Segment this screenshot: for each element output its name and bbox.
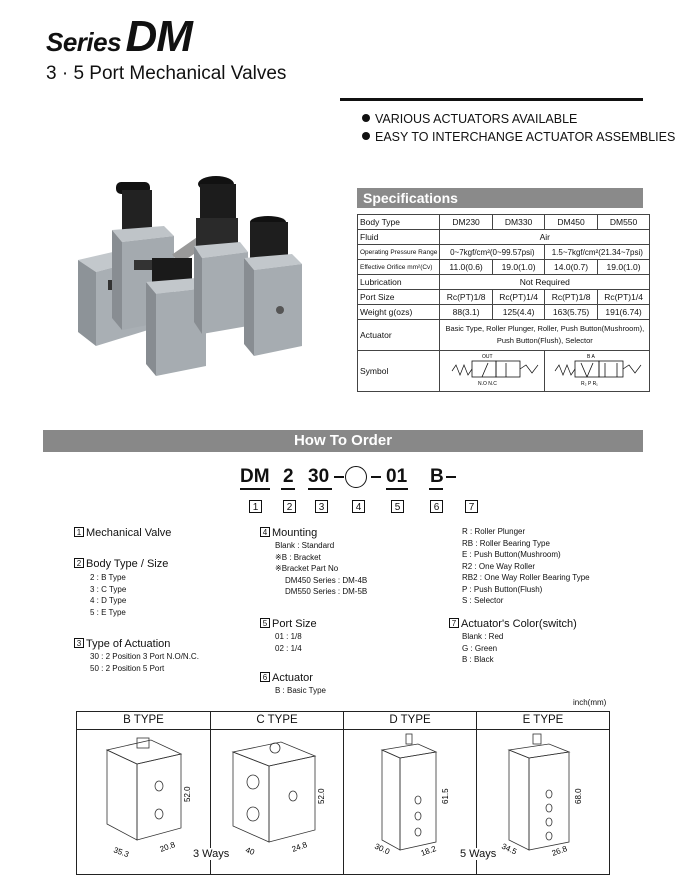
specifications-header: Specifications [357,188,643,208]
dim-b-type: B TYPE 52.0 35.3 20.8 [77,712,211,874]
port-size-list: 01 : 1/8 02 : 1/4 [275,632,302,653]
code-dash [371,476,381,478]
section-actuation: 3 Type of Actuation [74,638,170,650]
table-row: Effective Orifice mm²(Cv) 11.0(0.6) 19.0(1.0) 14.0(0.7) 19.0(1.0) [358,260,650,275]
table-row: Fluid Air [358,230,650,245]
code-part-4-circle [345,466,367,488]
section-port-size: 5 Port Size [260,618,317,630]
svg-text:B A: B A [587,354,596,360]
code-dash [334,476,344,478]
actuator-options-list: R : Roller Plunger RB : Roller Bearing Type E : Push Button(Mushroom) R2 : One Way Roller RB2 : One Way Roller Bearing Type P : Push Button(Flush) S : Selector [462,527,590,605]
svg-text:20.8: 20.8 [158,840,177,854]
svg-text:35.3: 35.3 [112,845,131,860]
page-subtitle: 3 · 5 Port Mechanical Valves [46,63,287,84]
feature-item: VARIOUS ACTUATORS AVAILABLE [362,112,577,126]
code-box-5: 5 [391,500,404,513]
table-row: Weight g(ozs) 88(3.1) 125(4.4) 163(5.75) 191(6.74) [358,305,650,320]
five-ways-label: 5 Ways [460,848,497,860]
code-underline [281,488,295,490]
svg-text:24.8: 24.8 [290,840,309,854]
series-title [46,12,192,62]
code-part-3: 30 [308,466,330,487]
code-part-1: DM [240,466,270,487]
code-box-1: 1 [249,500,262,513]
svg-text:40: 40 [244,845,256,857]
section-mechanical-valve: 1 Mechanical Valve [74,527,171,539]
valve-illustration-4 [194,176,248,334]
code-dash [446,476,456,478]
series-label: Series [46,27,122,57]
section-actuator-color: 7 Actuator's Color(switch) [449,618,577,630]
how-to-order-header: How To Order [43,430,643,452]
table-row: Port Size Rc(PT)1/8 Rc(PT)1/4 Rc(PT)1/8 Rc(PT)1/4 [358,290,650,305]
dim-e-type: E TYPE 68.0 34.5 26.8 [477,712,609,874]
valve-illustration-5 [244,216,302,356]
series-code: DM [125,12,192,61]
valve-symbol-5port [547,351,647,387]
table-row: Body Type DM230 DM330 DM450 DM550 [358,215,650,230]
table-row: Lubrication Not Required [358,275,650,290]
section-body-type: 2 Body Type / Size [74,558,168,570]
d-type-drawing [344,730,475,860]
feature-item: EASY TO INTERCHANGE ACTUATOR ASSEMBLIES [362,130,675,144]
specifications-table [357,214,650,392]
symbol-3port [440,351,545,392]
valve-symbol-3port [442,351,542,387]
code-box-7: 7 [465,500,478,513]
actuator-color-list: Blank : Red G : Green B : Black [462,632,504,664]
table-row: Operating Pressure Range 0~7kgf/cm²(0~99.57psi) 1.5~7kgf/cm²(21.34~7psi) [358,245,650,260]
svg-text:68.0: 68.0 [574,788,583,804]
actuator-basic: B : Basic Type [275,686,326,695]
actuation-list: 30 : 2 Position 3 Port N.O/N.C. 50 : 2 Position 5 Port [90,652,199,673]
code-underline [429,488,443,490]
code-box-3: 3 [315,500,328,513]
svg-text:61.5: 61.5 [441,788,450,804]
code-underline [240,488,270,490]
section-actuator: 6 Actuator [260,672,313,684]
svg-text:R₂ P R₁: R₂ P R₁ [581,381,599,387]
bullet-icon [362,132,370,140]
svg-text:52.0: 52.0 [317,788,326,804]
mounting-list: Blank : Standard ※B : Bracket ※Bracket Part No DM450 Series : DM-4B DM550 Series : DM-5B [275,541,368,596]
svg-text:30.0: 30.0 [373,841,392,857]
bullet-icon [362,114,370,122]
dimension-table [76,711,610,875]
code-underline [308,488,332,490]
code-box-4: 4 [352,500,365,513]
e-type-drawing [477,730,607,860]
dim-d-type: D TYPE 61.5 30.0 18.2 [344,712,477,874]
body-type-list: 2 : B Type 3 : C Type 4 : D Type 5 : E Type [90,573,127,617]
code-part-5: 01 [386,466,408,487]
section-mounting: 4 Mounting [260,527,317,539]
svg-text:52.0: 52.0 [183,786,192,802]
dim-c-type: C TYPE 52.0 40 24.8 [211,712,344,874]
b-type-drawing [77,730,209,860]
c-type-drawing [211,730,342,860]
three-ways-label: 3 Ways [193,848,230,860]
svg-text:18.2: 18.2 [419,844,438,858]
symbol-5port [545,351,650,392]
svg-text:26.8: 26.8 [550,844,569,858]
code-part-6: B [430,466,444,487]
header-rule [340,98,643,101]
table-row: Actuator Basic Type, Roller Plunger, Roller, Push Button(Mushroom), Push Button(Flush), Selector [358,320,650,351]
code-box-2: 2 [283,500,296,513]
svg-text:34.5: 34.5 [500,841,519,857]
product-photo [72,170,320,390]
table-row: Symbol OUT N.O N.C B A R₂ P R₁ [358,351,650,392]
unit-label: inch(mm) [573,698,607,707]
code-underline [386,488,408,490]
svg-text:N.O N.C: N.O N.C [478,381,498,387]
code-box-6: 6 [430,500,443,513]
svg-text:OUT: OUT [482,354,493,360]
code-part-2: 2 [283,466,294,487]
